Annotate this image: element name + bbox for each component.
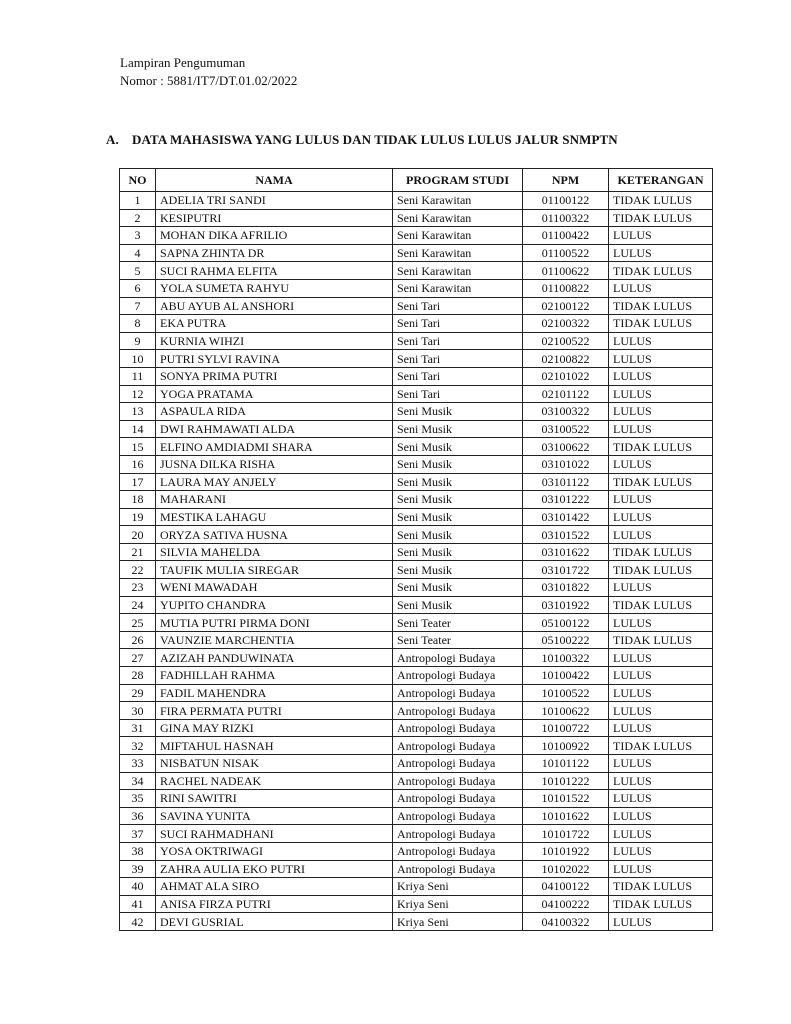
study-program: Seni Tari xyxy=(393,315,523,333)
student-npm: 04100322 xyxy=(523,913,609,931)
study-program: Seni Karawitan xyxy=(393,244,523,262)
row-number: 31 xyxy=(120,719,156,737)
table-row xyxy=(120,561,713,579)
student-name: FADHILLAH RAHMA xyxy=(156,667,393,685)
row-number: 1 xyxy=(120,192,156,210)
student-name: SUCI RAHMADHANI xyxy=(156,825,393,843)
result-status: LULUS xyxy=(609,332,713,350)
student-npm: 03101922 xyxy=(523,596,609,614)
student-name: SAPNA ZHINTA DR xyxy=(156,244,393,262)
student-npm: 03101122 xyxy=(523,473,609,491)
study-program: Seni Karawitan xyxy=(393,209,523,227)
student-name: JUSNA DILKA RISHA xyxy=(156,455,393,473)
student-name: AZIZAH PANDUWINATA xyxy=(156,649,393,667)
row-number: 30 xyxy=(120,702,156,720)
table-row xyxy=(120,438,713,456)
student-name: PUTRI SYLVI RAVINA xyxy=(156,350,393,368)
student-npm: 05100222 xyxy=(523,631,609,649)
student-npm: 02100822 xyxy=(523,350,609,368)
study-program: Seni Musik xyxy=(393,491,523,509)
table-row xyxy=(120,719,713,737)
student-name: ASPAULA RIDA xyxy=(156,403,393,421)
student-npm: 01100522 xyxy=(523,244,609,262)
student-name: AHMAT ALA SIRO xyxy=(156,878,393,896)
result-status: LULUS xyxy=(609,649,713,667)
table-row xyxy=(120,596,713,614)
student-npm: 10101622 xyxy=(523,807,609,825)
table-row xyxy=(120,244,713,262)
study-program: Seni Musik xyxy=(393,438,523,456)
student-name: ZAHRA AULIA EKO PUTRI xyxy=(156,860,393,878)
study-program: Seni Musik xyxy=(393,403,523,421)
student-name: DWI RAHMAWATI ALDA xyxy=(156,420,393,438)
study-program: Kriya Seni xyxy=(393,895,523,913)
student-npm: 10101222 xyxy=(523,772,609,790)
result-status: LULUS xyxy=(609,913,713,931)
result-status: TIDAK LULUS xyxy=(609,631,713,649)
student-npm: 10100722 xyxy=(523,719,609,737)
study-program: Antropologi Budaya xyxy=(393,860,523,878)
row-number: 19 xyxy=(120,508,156,526)
student-name: RACHEL NADEAK xyxy=(156,772,393,790)
result-status: LULUS xyxy=(609,860,713,878)
student-npm: 10100522 xyxy=(523,684,609,702)
table-row xyxy=(120,614,713,632)
row-number: 11 xyxy=(120,367,156,385)
row-number: 37 xyxy=(120,825,156,843)
result-status: TIDAK LULUS xyxy=(609,596,713,614)
study-program: Seni Musik xyxy=(393,579,523,597)
student-npm: 10101922 xyxy=(523,842,609,860)
table-row xyxy=(120,315,713,333)
student-npm: 02101022 xyxy=(523,367,609,385)
study-program: Seni Tari xyxy=(393,332,523,350)
student-npm: 10100322 xyxy=(523,649,609,667)
row-number: 40 xyxy=(120,878,156,896)
study-program: Seni Karawitan xyxy=(393,279,523,297)
result-status: TIDAK LULUS xyxy=(609,262,713,280)
table-row xyxy=(120,755,713,773)
column-header-program-studi: PROGRAM STUDI xyxy=(393,169,523,192)
study-program: Seni Musik xyxy=(393,473,523,491)
document-header xyxy=(120,54,297,90)
table-body xyxy=(120,192,713,931)
row-number: 29 xyxy=(120,684,156,702)
row-number: 28 xyxy=(120,667,156,685)
results-table xyxy=(119,168,713,931)
student-npm: 03101022 xyxy=(523,455,609,473)
study-program: Antropologi Budaya xyxy=(393,807,523,825)
row-number: 35 xyxy=(120,790,156,808)
study-program: Seni Tari xyxy=(393,350,523,368)
table-row xyxy=(120,297,713,315)
study-program: Seni Musik xyxy=(393,508,523,526)
study-program: Seni Musik xyxy=(393,543,523,561)
table-row xyxy=(120,279,713,297)
study-program: Seni Karawitan xyxy=(393,192,523,210)
student-name: SAVINA YUNITA xyxy=(156,807,393,825)
table-row xyxy=(120,209,713,227)
table-header-row xyxy=(120,169,713,192)
result-status: TIDAK LULUS xyxy=(609,878,713,896)
table-row xyxy=(120,649,713,667)
student-name: RINI SAWITRI xyxy=(156,790,393,808)
student-npm: 03101622 xyxy=(523,543,609,561)
row-number: 4 xyxy=(120,244,156,262)
table-row xyxy=(120,473,713,491)
student-npm: 04100122 xyxy=(523,878,609,896)
student-name: FADIL MAHENDRA xyxy=(156,684,393,702)
column-header-keterangan: KETERANGAN xyxy=(609,169,713,192)
row-number: 22 xyxy=(120,561,156,579)
student-name: FIRA PERMATA PUTRI xyxy=(156,702,393,720)
student-name: YOGA PRATAMA xyxy=(156,385,393,403)
study-program: Seni Musik xyxy=(393,561,523,579)
result-status: LULUS xyxy=(609,667,713,685)
table-row xyxy=(120,367,713,385)
student-npm: 01100622 xyxy=(523,262,609,280)
row-number: 38 xyxy=(120,842,156,860)
student-npm: 03101422 xyxy=(523,508,609,526)
result-status: LULUS xyxy=(609,772,713,790)
result-status: TIDAK LULUS xyxy=(609,192,713,210)
student-npm: 01100422 xyxy=(523,227,609,245)
result-status: LULUS xyxy=(609,367,713,385)
header-attachment-label: Lampiran Pengumuman xyxy=(120,55,246,70)
column-header-nama: NAMA xyxy=(156,169,393,192)
study-program: Seni Karawitan xyxy=(393,262,523,280)
result-status: TIDAK LULUS xyxy=(609,297,713,315)
student-npm: 10102022 xyxy=(523,860,609,878)
table-row xyxy=(120,737,713,755)
student-name: MESTIKA LAHAGU xyxy=(156,508,393,526)
student-npm: 02100122 xyxy=(523,297,609,315)
student-name: SONYA PRIMA PUTRI xyxy=(156,367,393,385)
student-name: VAUNZIE MARCHENTIA xyxy=(156,631,393,649)
row-number: 39 xyxy=(120,860,156,878)
row-number: 3 xyxy=(120,227,156,245)
student-npm: 03101522 xyxy=(523,526,609,544)
student-name: SILVIA MAHELDA xyxy=(156,543,393,561)
row-number: 42 xyxy=(120,913,156,931)
study-program: Seni Tari xyxy=(393,367,523,385)
student-name: MAHARANI xyxy=(156,491,393,509)
study-program: Seni Musik xyxy=(393,420,523,438)
result-status: LULUS xyxy=(609,807,713,825)
result-status: LULUS xyxy=(609,227,713,245)
student-name: WENI MAWADAH xyxy=(156,579,393,597)
study-program: Antropologi Budaya xyxy=(393,719,523,737)
student-npm: 02100522 xyxy=(523,332,609,350)
table-row xyxy=(120,403,713,421)
student-name: ABU AYUB AL ANSHORI xyxy=(156,297,393,315)
study-program: Antropologi Budaya xyxy=(393,790,523,808)
table-row xyxy=(120,227,713,245)
student-npm: 10101122 xyxy=(523,755,609,773)
table-row xyxy=(120,842,713,860)
study-program: Seni Musik xyxy=(393,596,523,614)
student-name: DEVI GUSRIAL xyxy=(156,913,393,931)
result-status: LULUS xyxy=(609,719,713,737)
student-name: TAUFIK MULIA SIREGAR xyxy=(156,561,393,579)
study-program: Antropologi Budaya xyxy=(393,667,523,685)
result-status: LULUS xyxy=(609,614,713,632)
table-row xyxy=(120,860,713,878)
student-name: EKA PUTRA xyxy=(156,315,393,333)
result-status: LULUS xyxy=(609,755,713,773)
row-number: 21 xyxy=(120,543,156,561)
row-number: 25 xyxy=(120,614,156,632)
student-npm: 10100622 xyxy=(523,702,609,720)
study-program: Seni Musik xyxy=(393,526,523,544)
student-npm: 03101822 xyxy=(523,579,609,597)
student-npm: 01100322 xyxy=(523,209,609,227)
result-status: LULUS xyxy=(609,491,713,509)
row-number: 15 xyxy=(120,438,156,456)
study-program: Antropologi Budaya xyxy=(393,702,523,720)
result-status: TIDAK LULUS xyxy=(609,315,713,333)
table-row xyxy=(120,772,713,790)
row-number: 36 xyxy=(120,807,156,825)
row-number: 34 xyxy=(120,772,156,790)
table-row xyxy=(120,684,713,702)
study-program: Antropologi Budaya xyxy=(393,772,523,790)
result-status: LULUS xyxy=(609,350,713,368)
table-row xyxy=(120,508,713,526)
result-status: LULUS xyxy=(609,579,713,597)
table-row xyxy=(120,455,713,473)
table-row xyxy=(120,807,713,825)
student-name: GINA MAY RIZKI xyxy=(156,719,393,737)
table-row xyxy=(120,332,713,350)
student-npm: 03100322 xyxy=(523,403,609,421)
section-title-text: DATA MAHASISWA YANG LULUS DAN TIDAK LULUS LULUS JALUR SNMPTN xyxy=(132,132,618,147)
study-program: Antropologi Budaya xyxy=(393,842,523,860)
study-program: Antropologi Budaya xyxy=(393,649,523,667)
result-status: LULUS xyxy=(609,420,713,438)
row-number: 7 xyxy=(120,297,156,315)
table-row xyxy=(120,579,713,597)
row-number: 18 xyxy=(120,491,156,509)
result-status: LULUS xyxy=(609,702,713,720)
student-name: SUCI RAHMA ELFITA xyxy=(156,262,393,280)
result-status: TIDAK LULUS xyxy=(609,473,713,491)
row-number: 14 xyxy=(120,420,156,438)
result-status: TIDAK LULUS xyxy=(609,895,713,913)
student-name: YUPITO CHANDRA xyxy=(156,596,393,614)
row-number: 26 xyxy=(120,631,156,649)
student-npm: 01100822 xyxy=(523,279,609,297)
result-status: TIDAK LULUS xyxy=(609,561,713,579)
table-row xyxy=(120,878,713,896)
row-number: 12 xyxy=(120,385,156,403)
study-program: Seni Teater xyxy=(393,614,523,632)
row-number: 24 xyxy=(120,596,156,614)
student-npm: 03101722 xyxy=(523,561,609,579)
student-npm: 02101122 xyxy=(523,385,609,403)
row-number: 41 xyxy=(120,895,156,913)
header-reference-number: Nomor : 5881/IT7/DT.01.02/2022 xyxy=(120,73,298,88)
student-name: ELFINO AMDIADMI SHARA xyxy=(156,438,393,456)
student-name: MUTIA PUTRI PIRMA DONI xyxy=(156,614,393,632)
result-status: TIDAK LULUS xyxy=(609,209,713,227)
row-number: 23 xyxy=(120,579,156,597)
table-row xyxy=(120,667,713,685)
row-number: 32 xyxy=(120,737,156,755)
row-number: 9 xyxy=(120,332,156,350)
table-row xyxy=(120,790,713,808)
row-number: 8 xyxy=(120,315,156,333)
result-status: LULUS xyxy=(609,790,713,808)
student-npm: 03100522 xyxy=(523,420,609,438)
section-letter: A. xyxy=(106,132,119,147)
study-program: Antropologi Budaya xyxy=(393,737,523,755)
student-npm: 03101222 xyxy=(523,491,609,509)
row-number: 33 xyxy=(120,755,156,773)
result-status: TIDAK LULUS xyxy=(609,543,713,561)
column-header-no: NO xyxy=(120,169,156,192)
table-row xyxy=(120,895,713,913)
student-npm: 10101722 xyxy=(523,825,609,843)
result-status: LULUS xyxy=(609,455,713,473)
result-status: LULUS xyxy=(609,279,713,297)
result-status: LULUS xyxy=(609,526,713,544)
student-name: LAURA MAY ANJELY xyxy=(156,473,393,491)
result-status: TIDAK LULUS xyxy=(609,438,713,456)
table-row xyxy=(120,526,713,544)
student-npm: 02100322 xyxy=(523,315,609,333)
row-number: 27 xyxy=(120,649,156,667)
study-program: Kriya Seni xyxy=(393,878,523,896)
student-npm: 05100122 xyxy=(523,614,609,632)
study-program: Antropologi Budaya xyxy=(393,825,523,843)
table-row xyxy=(120,262,713,280)
student-npm: 03100622 xyxy=(523,438,609,456)
student-name: ADELIA TRI SANDI xyxy=(156,192,393,210)
row-number: 17 xyxy=(120,473,156,491)
student-npm: 10100922 xyxy=(523,737,609,755)
student-npm: 10100422 xyxy=(523,667,609,685)
table-row xyxy=(120,825,713,843)
row-number: 2 xyxy=(120,209,156,227)
column-header-npm: NPM xyxy=(523,169,609,192)
result-status: LULUS xyxy=(609,825,713,843)
study-program: Seni Musik xyxy=(393,455,523,473)
table-row xyxy=(120,491,713,509)
student-name: KESIPUTRI xyxy=(156,209,393,227)
row-number: 5 xyxy=(120,262,156,280)
result-status: TIDAK LULUS xyxy=(609,737,713,755)
student-name: YOLA SUMETA RAHYU xyxy=(156,279,393,297)
student-npm: 04100222 xyxy=(523,895,609,913)
study-program: Seni Karawitan xyxy=(393,227,523,245)
student-npm: 01100122 xyxy=(523,192,609,210)
section-title xyxy=(106,132,618,148)
result-status: LULUS xyxy=(609,244,713,262)
table-row xyxy=(120,913,713,931)
table-row xyxy=(120,385,713,403)
table-row xyxy=(120,350,713,368)
table-row xyxy=(120,192,713,210)
student-name: MIFTAHUL HASNAH xyxy=(156,737,393,755)
student-npm: 10101522 xyxy=(523,790,609,808)
table-row xyxy=(120,420,713,438)
row-number: 16 xyxy=(120,455,156,473)
row-number: 20 xyxy=(120,526,156,544)
study-program: Antropologi Budaya xyxy=(393,755,523,773)
result-status: LULUS xyxy=(609,385,713,403)
study-program: Antropologi Budaya xyxy=(393,684,523,702)
study-program: Seni Tari xyxy=(393,297,523,315)
study-program: Seni Tari xyxy=(393,385,523,403)
table-row xyxy=(120,702,713,720)
result-status: LULUS xyxy=(609,684,713,702)
student-name: NISBATUN NISAK xyxy=(156,755,393,773)
result-status: LULUS xyxy=(609,403,713,421)
student-name: YOSA OKTRIWAGI xyxy=(156,842,393,860)
result-status: LULUS xyxy=(609,842,713,860)
student-name: ORYZA SATIVA HUSNA xyxy=(156,526,393,544)
row-number: 13 xyxy=(120,403,156,421)
result-status: LULUS xyxy=(609,508,713,526)
row-number: 10 xyxy=(120,350,156,368)
study-program: Kriya Seni xyxy=(393,913,523,931)
row-number: 6 xyxy=(120,279,156,297)
student-name: ANISA FIRZA PUTRI xyxy=(156,895,393,913)
student-name: KURNIA WIHZI xyxy=(156,332,393,350)
table-row xyxy=(120,631,713,649)
student-name: MOHAN DIKA AFRILIO xyxy=(156,227,393,245)
study-program: Seni Teater xyxy=(393,631,523,649)
table-row xyxy=(120,543,713,561)
